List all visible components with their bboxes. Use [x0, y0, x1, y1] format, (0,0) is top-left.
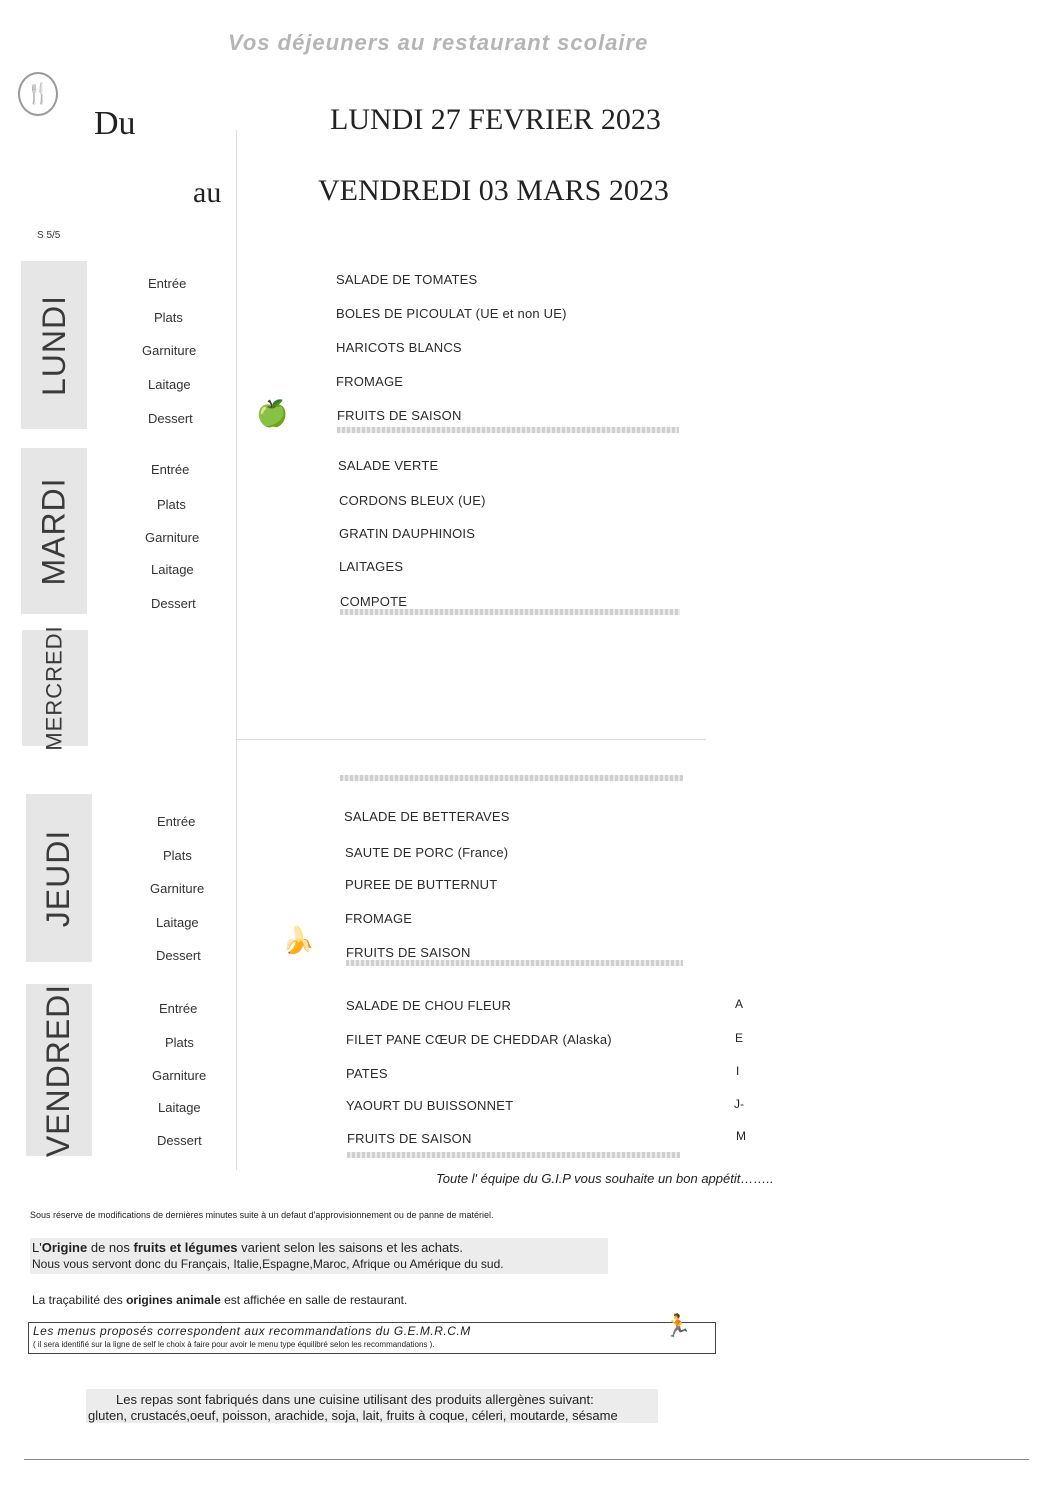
dish-laitage: YAOURT DU BUISSONNET [346, 1098, 514, 1113]
separator-bar [340, 609, 680, 615]
course-label: Entrée [151, 462, 190, 477]
course-label: Entrée [157, 814, 196, 829]
to-label: au [193, 176, 222, 209]
recommendation-line-2: ( il sera identifié sur la ligne de self le choix à faire pour avoir le menu type équilibré selon les recommandations ). [33, 1340, 435, 1349]
course-label: Garniture [150, 881, 205, 896]
separator-bar [340, 775, 683, 781]
allergen-line-2: gluten, crustacés,oeuf, poisson, arachide, soja, lait, fruits à coque, céleri, moutarde, sésame [88, 1408, 618, 1423]
course-label: Dessert [156, 948, 201, 963]
dish-dessert: COMPOTE [340, 594, 408, 609]
dish-dessert: FRUITS DE SAISON [347, 1131, 472, 1146]
grid-line [236, 739, 706, 740]
origin-line-2: Nous vous servont donc du Français, Italie,Espagne,Maroc, Afrique ou Amérique du sud. [32, 1257, 504, 1271]
grid-line [236, 130, 237, 1170]
dish-garniture: PUREE DE BUTTERNUT [345, 877, 498, 892]
week-number: S 5/5 [37, 230, 61, 241]
course-label: Garniture [152, 1068, 207, 1083]
course-label: Laitage [148, 377, 191, 392]
course-label: Laitage [156, 915, 199, 930]
day-label-mardi: MARDI [21, 448, 87, 614]
separator-bar [337, 427, 679, 433]
allergen-code: A [735, 997, 744, 1011]
course-label: Entrée [148, 276, 187, 291]
allergen-code: M [736, 1129, 746, 1143]
runner-icon: 🏃 [664, 1313, 692, 1338]
day-label-jeudi: JEUDI [26, 794, 92, 962]
dish-laitage: LAITAGES [339, 559, 404, 574]
allergen-code: J- [734, 1097, 744, 1111]
cutlery-logo-icon: 🍴 [18, 72, 58, 116]
dish-entree: SALADE DE CHOU FLEUR [346, 998, 512, 1013]
separator-bar [346, 960, 683, 966]
recommendation-line-1: Les menus proposés correspondent aux recommandations du G.E.M.R.C.M [33, 1324, 471, 1338]
dish-plat: FILET PANE CŒUR DE CHEDDAR (Alaska) [346, 1032, 612, 1047]
course-label: Plats [154, 310, 183, 325]
origin-line-1: L'Origine de nos fruits et légumes varient selon les saisons et les achats. [32, 1240, 463, 1255]
dish-laitage: FROMAGE [336, 374, 404, 389]
reserve-note: Sous réserve de modifications de dernières minutes suite à un defaut d'approvisionnement ou de panne de matériel. [30, 1210, 494, 1220]
dish-garniture: HARICOTS BLANCS [336, 340, 462, 355]
allergen-code: E [735, 1031, 744, 1045]
dish-garniture: PATES [346, 1066, 388, 1081]
course-label: Laitage [151, 562, 194, 577]
separator-bar [347, 1152, 680, 1158]
fruit-basket-icon: 🍏 [256, 398, 289, 428]
dish-plat: BOLES DE PICOULAT (UE et non UE) [336, 306, 567, 321]
dish-garniture: GRATIN DAUPHINOIS [339, 526, 476, 541]
dish-plat: CORDONS BLEUX (UE) [339, 493, 486, 508]
course-label: Plats [163, 848, 192, 863]
dish-entree: SALADE VERTE [338, 458, 439, 473]
course-label: Plats [157, 497, 186, 512]
date-from: LUNDI 27 FEVRIER 2023 [330, 103, 661, 136]
from-label: Du [94, 105, 136, 142]
wish-text: Toute l' équipe du G.I.P vous souhaite un bon appétit…….. [436, 1171, 774, 1186]
banana-icon: 🍌 [282, 925, 315, 955]
dish-entree: SALADE DE TOMATES [336, 272, 478, 287]
allergen-code: I [736, 1064, 740, 1078]
dish-dessert: FRUITS DE SAISON [337, 408, 462, 423]
allergen-line-1: Les repas sont fabriqués dans une cuisine utilisant des produits allergènes suivant: [116, 1392, 594, 1407]
course-label: Garniture [142, 343, 197, 358]
page-title: Vos déjeuners au restaurant scolaire [228, 30, 649, 55]
day-label-lundi: LUNDI [21, 261, 87, 429]
dish-dessert: FRUITS DE SAISON [346, 945, 471, 960]
course-label: Dessert [157, 1133, 202, 1148]
day-label-vendredi: VENDREDI [26, 984, 92, 1156]
course-label: Dessert [148, 411, 193, 426]
dish-entree: SALADE DE BETTERAVES [344, 809, 510, 824]
course-label: Plats [165, 1035, 194, 1050]
dish-plat: SAUTE DE PORC (France) [345, 845, 509, 860]
bottom-rule [24, 1459, 1029, 1460]
course-label: Dessert [151, 596, 196, 611]
date-to: VENDREDI 03 MARS 2023 [318, 174, 669, 207]
course-label: Entrée [159, 1001, 198, 1016]
day-label-mercredi: MERCREDI [22, 630, 88, 746]
dish-laitage: FROMAGE [345, 911, 413, 926]
course-label: Laitage [158, 1100, 201, 1115]
course-label: Garniture [145, 530, 200, 545]
traceability-note: La traçabilité des origines animale est affichée en salle de restaurant. [32, 1293, 408, 1307]
